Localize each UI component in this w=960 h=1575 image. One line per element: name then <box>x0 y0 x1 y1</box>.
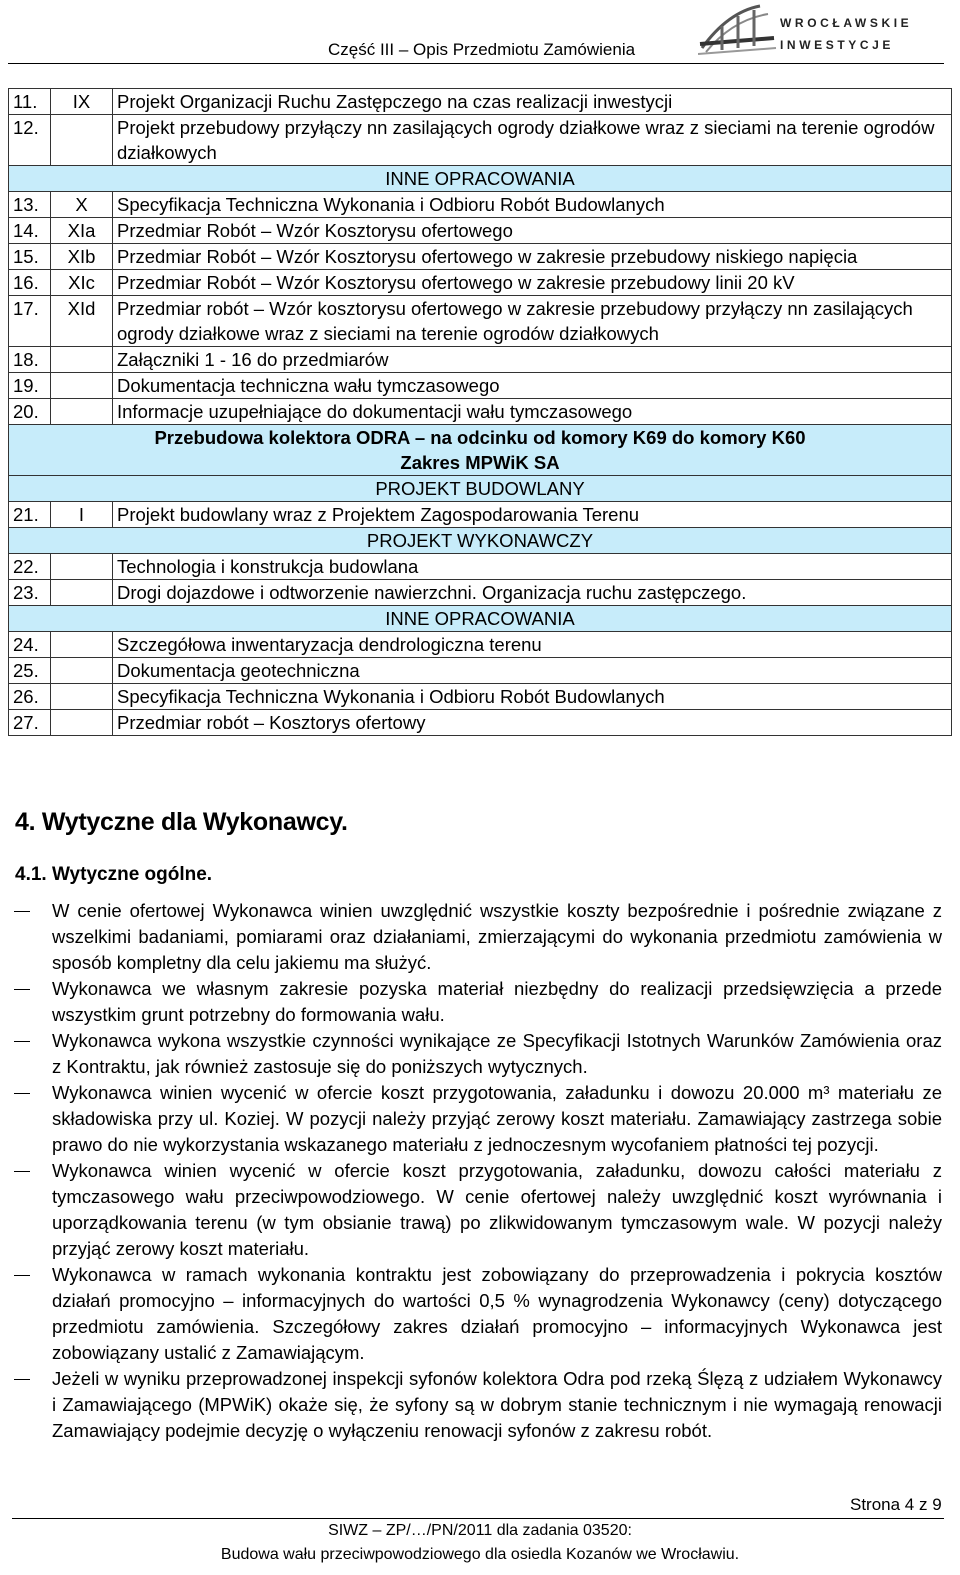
row-description: Specyfikacja Techniczna Wykonania i Odbioru Robót Budowlanych <box>113 192 952 218</box>
row-number: 16. <box>9 270 51 296</box>
row-code <box>51 658 113 684</box>
table-row <box>9 373 952 399</box>
row-description: Projekt budowlany wraz z Projektem Zagospodarowania Terenu <box>113 502 952 528</box>
row-description: Specyfikacja Techniczna Wykonania i Odbioru Robót Budowlanych <box>113 684 952 710</box>
row-description: Przedmiar Robót – Wzór Kosztorysu ofertowego w zakresie przebudowy linii 20 kV <box>113 270 952 296</box>
row-code <box>51 710 113 736</box>
row-code: XIb <box>51 244 113 270</box>
row-number: 18. <box>9 347 51 373</box>
row-description: Dokumentacja geotechniczna <box>113 658 952 684</box>
table-row <box>9 244 952 270</box>
table-row <box>9 347 952 373</box>
page-header <box>0 0 960 66</box>
page-number: Strona 4 z 9 <box>850 1495 942 1514</box>
row-description: Dokumentacja techniczna wału tymczasowego <box>113 373 952 399</box>
row-number: 19. <box>9 373 51 399</box>
table-row <box>9 296 952 347</box>
subsection-heading: 4.1. Wytyczne ogólne. <box>15 864 213 885</box>
bridge-logo-icon <box>698 2 778 60</box>
row-code <box>51 684 113 710</box>
row-description: Przedmiar Robót – Wzór Kosztorysu ofertowego <box>113 218 952 244</box>
row-description: Załączniki 1 - 16 do przedmiarów <box>113 347 952 373</box>
guidelines-list <box>12 898 942 1444</box>
row-description: Informacje uzupełniające do dokumentacji wału tymczasowego <box>113 399 952 425</box>
list-item <box>12 1262 942 1366</box>
list-item-text: W cenie ofertowej Wykonawca winien uwzględnić wszystkie koszty bezpośrednie i pośrednie związane z wszelkimi badaniami, pomiarami oraz działaniami, zmierzającymi do wykonania przedmiotu zamówienia w sposób kompletny dla celu jakiemu ma służyć. <box>52 900 942 973</box>
table-row <box>9 502 952 528</box>
row-number: 21. <box>9 502 51 528</box>
row-number: 15. <box>9 244 51 270</box>
section-heading: 4. Wytyczne dla Wykonawcy. <box>15 808 348 836</box>
row-code: X <box>51 192 113 218</box>
table-row <box>9 554 952 580</box>
row-description: Przedmiar robót – Kosztorys ofertowy <box>113 710 952 736</box>
row-number: 26. <box>9 684 51 710</box>
list-item <box>12 1080 942 1158</box>
header-divider <box>8 63 944 64</box>
table-row <box>9 218 952 244</box>
table-row <box>9 270 952 296</box>
row-code: IX <box>51 89 113 115</box>
row-description: Technologia i konstrukcja budowlana <box>113 554 952 580</box>
row-description: Szczegółowa inwentaryzacja dendrologiczna terenu <box>113 632 952 658</box>
row-code <box>51 399 113 425</box>
list-item-text: Wykonawca winien wycenić w ofercie koszt przygotowania, załadunku i dowozu 20.000 m³ materiału ze składowiska przy ul. Koziej. W pozycji należy przyjąć zerowy koszt materiału. Zamawiający zastrzega sobie prawo do nie wykorzystania wskazanego materiału z jednoczesnym wycofaniem płatności tej pozycji. <box>52 1082 942 1155</box>
table-row <box>9 89 952 115</box>
section-header-row <box>9 476 952 502</box>
row-number: 27. <box>9 710 51 736</box>
list-item <box>12 898 942 976</box>
row-code: I <box>51 502 113 528</box>
row-number: 11. <box>9 89 51 115</box>
row-description: Przedmiar robót – Wzór kosztorysu ofertowego w zakresie przebudowy przyłączy nn zasilających ogrody działkowe wraz z sieciami na terenie ogrodów działkowych <box>113 296 952 347</box>
table-row <box>9 710 952 736</box>
row-number: 20. <box>9 399 51 425</box>
company-logo <box>698 2 938 60</box>
footer-divider <box>12 1518 944 1519</box>
odra-title-line2: Zakres MPWiK SA <box>400 452 560 473</box>
odra-section-title <box>9 425 952 476</box>
odra-title-line1: Przebudowa kolektora ODRA – na odcinku od komory K69 do komory K60 <box>154 427 806 448</box>
table-row <box>9 115 952 166</box>
row-code <box>51 554 113 580</box>
row-code <box>51 115 113 166</box>
row-number: 13. <box>9 192 51 218</box>
section-header-row <box>9 606 952 632</box>
row-description: Drogi dojazdowe i odtworzenie nawierzchni. Organizacja ruchu zastępczego. <box>113 580 952 606</box>
list-item-text: Wykonawca we własnym zakresie pozyska materiał niezbędny do realizacji przedsięwzięcia a przede wszystkim grunt potrzebny do formowania wału. <box>52 978 942 1025</box>
list-item <box>12 1366 942 1444</box>
section-title: PROJEKT WYKONAWCZY <box>9 528 952 554</box>
row-number: 17. <box>9 296 51 347</box>
header-title: Część III – Opis Przedmiotu Zamówienia <box>328 40 636 59</box>
row-code <box>51 632 113 658</box>
footer-task-name: Budowa wału przeciwpowodziowego dla osiedla Kozanów we Wrocławiu. <box>220 1546 740 1563</box>
table-row <box>9 192 952 218</box>
list-item <box>12 1028 942 1080</box>
row-number: 22. <box>9 554 51 580</box>
table-row <box>9 632 952 658</box>
row-code <box>51 347 113 373</box>
row-number: 12. <box>9 115 51 166</box>
section-title: PROJEKT BUDOWLANY <box>9 476 952 502</box>
list-item <box>12 976 942 1028</box>
list-item-text: Wykonawca wykona wszystkie czynności wynikające ze Specyfikacji Istotnych Warunków Zamówienia oraz z Kontraktu, jak również zastosuje się do poniższych wytycznych. <box>52 1030 942 1077</box>
table-row <box>9 684 952 710</box>
list-item-text: Wykonawca w ramach wykonania kontraktu jest zobowiązany do przeprowadzenia i pokrycia kosztów działań promocyjno – informacyjnych do wartości 0,5 % wynagrodzenia Wykonawcy (ceny) dotyczącego przedmiotu zamówienia. Szczegółowy zakres działań promocyjno – informacyjnych Wykonawca jest zobowiązany ustalić z Zamawiającym. <box>52 1264 942 1363</box>
section-title: INNE OPRACOWANIA <box>9 166 952 192</box>
row-description: Przedmiar Robót – Wzór Kosztorysu ofertowego w zakresie przebudowy niskiego napięcia <box>113 244 952 270</box>
row-code: XIc <box>51 270 113 296</box>
section-header-row <box>9 528 952 554</box>
row-code <box>51 373 113 399</box>
documents-table <box>8 88 952 736</box>
row-number: 24. <box>9 632 51 658</box>
logo-text-line2: INWESTYCJE <box>780 38 895 52</box>
row-description: Projekt Organizacji Ruchu Zastępczego na czas realizacji inwestycji <box>113 89 952 115</box>
row-code: XId <box>51 296 113 347</box>
list-item <box>12 1158 942 1262</box>
table-row <box>9 399 952 425</box>
section-header-row <box>9 166 952 192</box>
table-row <box>9 658 952 684</box>
list-item-text: Jeżeli w wyniku przeprowadzonej inspekcji syfonów kolektora Odra pod rzeką Ślęzą z udziałem Wykonawcy i Zamawiającego (MPWiK) okaże się, że syfony są w dobrym stanie technicznym i nie wymagają renowacji Zamawiający podejmie decyzję o wyłączeniu renowacji syfonów z zakresu robót. <box>52 1368 942 1441</box>
row-description: Projekt przebudowy przyłączy nn zasilających ogrody działkowe wraz z sieciami na terenie ogrodów działkowych <box>113 115 952 166</box>
logo-text-line1: WROCŁAWSKIE <box>780 16 913 30</box>
row-code <box>51 580 113 606</box>
section-title: INNE OPRACOWANIA <box>9 606 952 632</box>
table-row <box>9 580 952 606</box>
row-number: 25. <box>9 658 51 684</box>
row-number: 23. <box>9 580 51 606</box>
footer-reference: SIWZ – ZP/…/PN/2011 dla zadania 03520: <box>328 1522 632 1539</box>
row-number: 14. <box>9 218 51 244</box>
list-item-text: Wykonawca winien wycenić w ofercie koszt przygotowania, załadunku, dowozu całości materiału z tymczasowego wału przeciwpowodziowego. W cenie ofertowej należy uwzględnić koszt wyrównania i uporządkowania terenu (w tym obsianie trawą) po zlikwidowanym tymczasowym wale. W pozycji należy przyjąć zerowy koszt materiału. <box>52 1160 942 1259</box>
row-code: XIa <box>51 218 113 244</box>
section-header-row <box>9 425 952 476</box>
